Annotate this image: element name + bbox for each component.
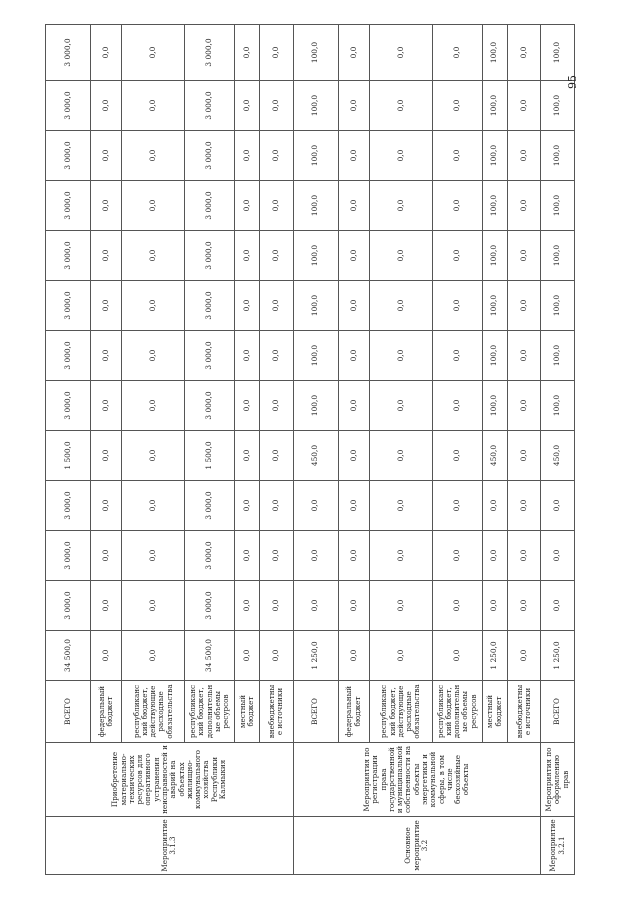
value-cell: 100,0 — [293, 231, 338, 281]
value-cell: 0,0 — [90, 331, 121, 381]
value-cell: 1 500,0 — [185, 431, 235, 481]
value-cell: 100,0 — [482, 25, 507, 81]
value-cell: 0,0 — [90, 25, 121, 81]
value-cell: 0,0 — [432, 531, 482, 581]
value-cell: 0,0 — [90, 631, 121, 681]
value-cell: 0,0 — [338, 531, 369, 581]
value-cell: 0,0 — [507, 281, 541, 331]
value-cell: 450,0 — [541, 431, 575, 481]
value-cell: 100,0 — [482, 231, 507, 281]
value-cell: 100,0 — [293, 331, 338, 381]
value-cell: 0,0 — [507, 631, 541, 681]
value-cell: 0,0 — [235, 181, 260, 231]
funding-source-cell: республиканский бюджет, действующие расходные обязательства — [122, 681, 185, 743]
value-cell: 3 000,0 — [185, 581, 235, 631]
value-cell: 0,0 — [432, 81, 482, 131]
value-cell: 0,0 — [482, 481, 507, 531]
value-cell: 0,0 — [259, 81, 293, 131]
value-cell: 0,0 — [432, 631, 482, 681]
value-cell: 3 000,0 — [185, 531, 235, 581]
event-description-cell: Мероприятия по оформлению прав — [541, 743, 575, 817]
value-cell: 0,0 — [432, 25, 482, 81]
value-cell: 0,0 — [432, 381, 482, 431]
value-cell: 0,0 — [541, 531, 575, 581]
value-cell: 3 000,0 — [46, 481, 91, 531]
value-cell: 0,0 — [338, 25, 369, 81]
value-cell: 3 000,0 — [46, 531, 91, 581]
page-number: 95 — [566, 75, 579, 89]
value-cell: 0,0 — [122, 231, 185, 281]
value-cell: 3 000,0 — [185, 131, 235, 181]
value-cell: 0,0 — [507, 81, 541, 131]
value-cell: 0,0 — [507, 181, 541, 231]
event-name-cell: Основное мероприятие 3.2 — [293, 817, 541, 875]
value-cell: 3 000,0 — [46, 281, 91, 331]
value-cell: 3 000,0 — [185, 281, 235, 331]
value-cell: 0,0 — [432, 281, 482, 331]
value-cell: 0,0 — [370, 281, 433, 331]
value-cell: 0,0 — [432, 431, 482, 481]
value-cell: 100,0 — [293, 131, 338, 181]
value-cell: 100,0 — [541, 131, 575, 181]
value-cell: 100,0 — [293, 181, 338, 231]
value-cell: 3 000,0 — [185, 331, 235, 381]
value-cell: 3 000,0 — [46, 25, 91, 81]
funding-source-cell: ВСЕГО — [541, 681, 575, 743]
value-cell: 3 000,0 — [185, 25, 235, 81]
value-cell: 0,0 — [235, 281, 260, 331]
value-cell: 0,0 — [235, 81, 260, 131]
value-cell: 0,0 — [90, 281, 121, 331]
table-row — [293, 25, 338, 875]
value-cell: 0,0 — [259, 481, 293, 531]
value-cell: 100,0 — [541, 331, 575, 381]
value-cell: 3 000,0 — [185, 81, 235, 131]
value-cell: 100,0 — [482, 381, 507, 431]
value-cell: 0,0 — [482, 581, 507, 631]
value-cell: 3 000,0 — [46, 331, 91, 381]
value-cell: 3 000,0 — [185, 381, 235, 431]
value-cell: 0,0 — [432, 131, 482, 181]
value-cell: 0,0 — [259, 431, 293, 481]
event-description-cell: Мероприятия по регистрации права государственной и муниципальной собственности на объекты энергетики и коммунальной сферы, в том числе бесхозяйные объекты — [293, 743, 541, 817]
value-cell: 100,0 — [541, 281, 575, 331]
value-cell: 3 000,0 — [46, 581, 91, 631]
value-cell: 1 250,0 — [293, 631, 338, 681]
value-cell: 100,0 — [293, 81, 338, 131]
value-cell: 0,0 — [235, 381, 260, 431]
value-cell: 3 000,0 — [185, 181, 235, 231]
value-cell: 0,0 — [370, 381, 433, 431]
value-cell: 100,0 — [293, 281, 338, 331]
value-cell: 0,0 — [507, 481, 541, 531]
value-cell: 3 000,0 — [46, 181, 91, 231]
value-cell: 0,0 — [122, 25, 185, 81]
value-cell: 0,0 — [122, 281, 185, 331]
funding-source-cell: федеральный бюджет — [338, 681, 369, 743]
value-cell: 0,0 — [90, 431, 121, 481]
value-cell: 0,0 — [235, 531, 260, 581]
value-cell: 0,0 — [122, 181, 185, 231]
value-cell: 0,0 — [338, 181, 369, 231]
value-cell: 0,0 — [507, 25, 541, 81]
value-cell: 0,0 — [90, 581, 121, 631]
value-cell: 100,0 — [541, 25, 575, 81]
value-cell: 3 000,0 — [185, 231, 235, 281]
value-cell: 0,0 — [259, 581, 293, 631]
value-cell: 0,0 — [293, 581, 338, 631]
table-row — [541, 25, 575, 875]
value-cell: 0,0 — [259, 531, 293, 581]
funding-source-cell: местный бюджет — [482, 681, 507, 743]
value-cell: 0,0 — [235, 131, 260, 181]
value-cell: 0,0 — [370, 231, 433, 281]
value-cell: 0,0 — [482, 531, 507, 581]
value-cell: 0,0 — [507, 581, 541, 631]
value-cell: 100,0 — [541, 81, 575, 131]
value-cell: 1 500,0 — [46, 431, 91, 481]
value-cell: 0,0 — [370, 481, 433, 531]
value-cell: 3 000,0 — [46, 381, 91, 431]
funding-source-cell: внебюджетные источники — [507, 681, 541, 743]
value-cell: 0,0 — [507, 531, 541, 581]
value-cell: 0,0 — [370, 331, 433, 381]
value-cell: 0,0 — [370, 431, 433, 481]
value-cell: 0,0 — [259, 131, 293, 181]
value-cell: 3 000,0 — [46, 231, 91, 281]
value-cell: 0,0 — [235, 25, 260, 81]
event-description-cell: Приобретение материально-технических ресурсов для оперативного устранения неисправностей и аварий на объектах жилищно-коммунального хозяйства Республики Калмыкия — [46, 743, 294, 817]
value-cell: 0,0 — [338, 381, 369, 431]
value-cell: 0,0 — [370, 25, 433, 81]
value-cell: 100,0 — [482, 131, 507, 181]
value-cell: 100,0 — [482, 331, 507, 381]
funding-source-cell: федеральный бюджет — [90, 681, 121, 743]
value-cell: 0,0 — [235, 631, 260, 681]
value-cell: 0,0 — [90, 481, 121, 531]
value-cell: 0,0 — [507, 431, 541, 481]
value-cell: 0,0 — [338, 431, 369, 481]
value-cell: 0,0 — [370, 81, 433, 131]
value-cell: 0,0 — [370, 181, 433, 231]
value-cell: 0,0 — [507, 231, 541, 281]
value-cell: 0,0 — [122, 331, 185, 381]
value-cell: 0,0 — [338, 281, 369, 331]
funding-source-cell: республиканский бюджет, действующие расходные обязательства — [370, 681, 433, 743]
value-cell: 0,0 — [293, 481, 338, 531]
value-cell: 0,0 — [90, 131, 121, 181]
funding-source-cell: ВСЕГО — [293, 681, 338, 743]
value-cell: 0,0 — [90, 381, 121, 431]
value-cell: 34 500,0 — [46, 631, 91, 681]
value-cell: 0,0 — [235, 431, 260, 481]
value-cell: 0,0 — [370, 131, 433, 181]
value-cell: 0,0 — [122, 481, 185, 531]
value-cell: 0,0 — [90, 81, 121, 131]
value-cell: 100,0 — [541, 381, 575, 431]
value-cell: 0,0 — [370, 531, 433, 581]
value-cell: 3 000,0 — [46, 81, 91, 131]
value-cell: 0,0 — [541, 581, 575, 631]
value-cell: 0,0 — [122, 531, 185, 581]
value-cell: 0,0 — [432, 581, 482, 631]
value-cell: 100,0 — [482, 181, 507, 231]
value-cell: 0,0 — [432, 481, 482, 531]
value-cell: 0,0 — [507, 131, 541, 181]
value-cell: 0,0 — [507, 381, 541, 431]
value-cell: 0,0 — [338, 481, 369, 531]
value-cell: 0,0 — [507, 331, 541, 381]
value-cell: 0,0 — [370, 631, 433, 681]
value-cell: 0,0 — [235, 231, 260, 281]
value-cell: 0,0 — [370, 581, 433, 631]
table-row — [46, 25, 91, 875]
value-cell: 0,0 — [259, 331, 293, 381]
value-cell: 0,0 — [338, 581, 369, 631]
value-cell: 0,0 — [338, 331, 369, 381]
value-cell: 34 500,0 — [185, 631, 235, 681]
rotated-table-wrapper — [45, 25, 575, 875]
value-cell: 100,0 — [482, 81, 507, 131]
event-name-cell: Мероприятие 3.1.3 — [46, 817, 294, 875]
value-cell: 1 250,0 — [541, 631, 575, 681]
value-cell: 0,0 — [122, 581, 185, 631]
value-cell: 0,0 — [90, 231, 121, 281]
funding-source-cell: республиканский бюджет, дополнительные объемы ресурсов — [432, 681, 482, 743]
value-cell: 0,0 — [338, 631, 369, 681]
value-cell: 0,0 — [259, 25, 293, 81]
event-name-cell: Мероприятие 3.2.1 — [541, 817, 575, 875]
value-cell: 100,0 — [541, 181, 575, 231]
value-cell: 0,0 — [259, 381, 293, 431]
value-cell: 0,0 — [122, 381, 185, 431]
value-cell: 0,0 — [90, 531, 121, 581]
value-cell: 450,0 — [482, 431, 507, 481]
value-cell: 100,0 — [293, 381, 338, 431]
value-cell: 100,0 — [541, 231, 575, 281]
value-cell: 0,0 — [432, 331, 482, 381]
value-cell: 0,0 — [122, 131, 185, 181]
value-cell: 0,0 — [541, 481, 575, 531]
value-cell: 3 000,0 — [185, 481, 235, 531]
funding-source-cell: республиканский бюджет, дополнительные объемы ресурсов — [185, 681, 235, 743]
value-cell: 0,0 — [122, 431, 185, 481]
value-cell: 100,0 — [293, 25, 338, 81]
value-cell: 0,0 — [259, 281, 293, 331]
value-cell: 0,0 — [235, 481, 260, 531]
value-cell: 0,0 — [235, 331, 260, 381]
value-cell: 450,0 — [293, 431, 338, 481]
value-cell: 0,0 — [122, 81, 185, 131]
value-cell: 0,0 — [338, 131, 369, 181]
value-cell: 0,0 — [432, 231, 482, 281]
funding-source-cell: внебюджетные источники — [259, 681, 293, 743]
value-cell: 3 000,0 — [46, 131, 91, 181]
value-cell: 0,0 — [338, 231, 369, 281]
budget-table — [45, 24, 575, 875]
value-cell: 100,0 — [482, 281, 507, 331]
value-cell: 0,0 — [259, 631, 293, 681]
value-cell: 0,0 — [122, 631, 185, 681]
value-cell: 0,0 — [293, 531, 338, 581]
funding-source-cell: ВСЕГО — [46, 681, 91, 743]
value-cell: 0,0 — [90, 181, 121, 231]
value-cell: 0,0 — [235, 581, 260, 631]
value-cell: 1 250,0 — [482, 631, 507, 681]
value-cell: 0,0 — [432, 181, 482, 231]
value-cell: 0,0 — [259, 231, 293, 281]
value-cell: 0,0 — [259, 181, 293, 231]
funding-source-cell: местный бюджет — [235, 681, 260, 743]
value-cell: 0,0 — [338, 81, 369, 131]
